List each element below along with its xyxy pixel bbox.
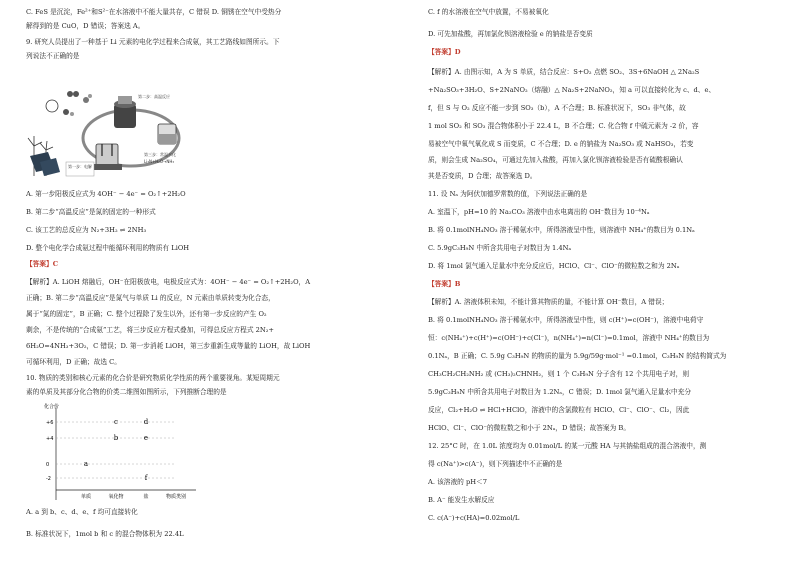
y-tick-label: +4 bbox=[46, 436, 54, 442]
valence-class-chart bbox=[26, 400, 226, 505]
y-tick-label: +6 bbox=[46, 420, 54, 426]
analysis-line: CH₃CH₂CH₂NH₂ 或 (CH₃)₂CHNH₂，则 1 个 C₃H₉N 分子含有 12 个共用电子对，则 bbox=[428, 370, 690, 378]
option: A. a 到 b、c、d、e、f 均可直接转化 bbox=[26, 508, 138, 516]
chart-point-f: f bbox=[144, 474, 148, 482]
step-label: 第二步：高温反应 bbox=[138, 94, 170, 99]
reactor-icon bbox=[114, 96, 136, 128]
x-tick-label: 盐 bbox=[143, 494, 149, 500]
analysis-line: B. 将 0.1molNH₄NO₃ 溶于稀氨水中，所得溶液呈中性，则 c(H⁺)=c(OH⁻)，溶液中电荷守 bbox=[428, 316, 704, 324]
answer-label: 【答案】D bbox=[428, 48, 461, 56]
chart-point-b: b bbox=[113, 434, 119, 442]
chart-point-d: d bbox=[143, 418, 149, 426]
y-tick-label: 0 bbox=[46, 462, 50, 468]
solar-panel-icon bbox=[30, 152, 60, 176]
analysis-line: HClO、Cl⁻、ClO⁻的微粒数之和小于 2Nₐ，D 错误；故答案为 B。 bbox=[428, 424, 631, 432]
question-12-stem: 得 c(Na⁺)>c(A⁻)，则下列描述中不正确的是 bbox=[428, 460, 563, 468]
chart-point-a: a bbox=[83, 460, 89, 468]
question-12-stem: 12. 25°C 时，在 1.0L 浓度均为 0.01mol/L 的某一元酸 HA 与其钠盐组成的混合溶液中，测 bbox=[428, 442, 707, 450]
analysis-line: 恒：c(NH₄⁺)+c(H⁺)=c(OH⁻)+c(Cl⁻)，n(NH₄⁺)=n(Cl⁻)=0.1mol，溶液中 NH₄⁺的数目为 bbox=[428, 334, 710, 342]
analysis-line: 5.9gC₃H₉N 中所含共用电子对数目为 1.2Nₐ，C 错误；D. 1mol 氯气通入足量水中充分 bbox=[428, 388, 692, 396]
sun-icon bbox=[46, 100, 58, 112]
x-tick-label: 单质 bbox=[80, 494, 92, 500]
option: A. 室温下，pH=10 的 Na₂CO₃ 溶液中由水电离出的 OH⁻数目为 10⁻⁴Nₐ bbox=[428, 208, 650, 216]
y-tick-label: -2 bbox=[46, 476, 51, 482]
analysis-line: 剩余，不是传统的“合成氨”工艺，将三步反应方程式叠加，可得总反应方程式 2N₂+ bbox=[26, 326, 275, 334]
analysis-line: +Na₂SO₃+3H₂O、S+2NaNO₂（熔融）△ Na₂S+2NaNO₂，知 a 可以直接转化为 c、d、e、 bbox=[428, 86, 716, 94]
question-9-stem: 9. 研究人员提出了一种基于 Li 元素的电化学过程来合成氨，其工艺路线如图所示。下 bbox=[26, 38, 280, 46]
chart-point-c: c bbox=[114, 418, 118, 426]
option: B. A⁻ 能发生水解反应 bbox=[428, 496, 495, 504]
x-tick-label: 氧化物 bbox=[108, 494, 124, 500]
option: A. 第一步阳极反应式为 4OH⁻ − 4e⁻ = O₂↑+2H₂O bbox=[26, 190, 186, 198]
option: C. 5.9gC₃H₉N 中所含共用电子对数目为 1.4Nₐ bbox=[428, 244, 572, 252]
process-diagram bbox=[26, 86, 191, 178]
option: C. f 的水溶液在空气中放置，不易被氧化 bbox=[428, 8, 549, 16]
step-label: 第三步：常温水化 bbox=[144, 152, 176, 157]
analysis-line: 可循环利用，D 正确；故选 C。 bbox=[26, 358, 121, 366]
option: C. 该工艺的总反应为 N₂+3H₂ ⇌ 2NH₃ bbox=[26, 226, 147, 234]
chart-point-e: e bbox=[143, 434, 149, 442]
option: D. 整个电化学合成氨过程中能循环利用的物质有 LiOH bbox=[26, 244, 190, 252]
text-line: 解得到的是 CuO，D 错误；答案选 A。 bbox=[26, 22, 145, 30]
molecule-icon bbox=[63, 91, 92, 116]
option: B. 标准状况下，1mol b 和 c 的混合物体积为 22.4L bbox=[26, 530, 184, 538]
analysis-line: 易被空气中氧气氧化成 S 而变质，C 不合理；D. e 的钠盐为 Na₂SO₃ 或 NaHSO₃，若变 bbox=[428, 140, 694, 148]
analysis-line: 6H₂O=4NH₃+3O₂，C 错误；D. 第一步消耗 LiOH，第三步重新生成等量的 LiOH，故 LiOH bbox=[26, 342, 311, 350]
electrolysis-cell-icon bbox=[92, 144, 122, 170]
option: B. 将 0.1molNH₄NO₃ 溶于稀氨水中，所得溶液呈中性，则溶液中 NH₄⁺的数目为 0.1Nₐ bbox=[428, 226, 695, 234]
beaker-icon bbox=[158, 124, 176, 144]
analysis-line: 反应，Cl₂+H₂O ⇌ HCl+HClO，溶液中的含氯微粒有 HClO、Cl⁻、ClO⁻、Cl₂，因此 bbox=[428, 406, 690, 414]
analysis-line: 属于“氮的固定”，B 正确；C. 整个过程除了发生以外，还有第一步反应的产生 O₂ bbox=[26, 310, 267, 318]
question-11-stem: 11. 设 Nₐ 为阿伏加德罗常数的值，下列说法正确的是 bbox=[428, 190, 588, 198]
analysis-line: 【解析】A. 溶液体积未知，不能计算其物质的量，不能计算 OH⁻数目，A 错误； bbox=[428, 298, 669, 306]
x-tick-label: 物质类别 bbox=[165, 494, 187, 500]
answer-label: 【答案】B bbox=[428, 280, 461, 288]
analysis-line: 【解析】A. LiOH 熔融后，OH⁻在阳极放电，电极反应式为：4OH⁻ − 4e⁻ = O₂↑+2H₂O，A bbox=[26, 278, 311, 286]
step-label: Li₃N+H₂O→NH₃ bbox=[144, 159, 175, 164]
option: B. 第二步“高温反应”是氮的固定的一种形式 bbox=[26, 208, 156, 216]
analysis-line: f，但 S 与 O₂ 反应不能一步到 SO₃（b），A 不合理；B. 标准状况下，SO₃ 非气体，故 bbox=[428, 104, 686, 112]
question-10-stem: 10. 物质的类别和核心元素的化合价是研究物质化学性质的两个重要视角。某短周期元 bbox=[26, 374, 280, 382]
answer-label: 【答案】C bbox=[26, 260, 59, 268]
analysis-line: 0.1Nₐ，B 正确；C. 5.9g C₃H₉N 的物质的量为 5.9g/59g·mol⁻¹ =0.1mol，C₃H₉N 的结构简式为 bbox=[428, 352, 727, 360]
step-label: 第一步：电解 bbox=[68, 164, 92, 169]
analysis-line: 其是否变质，D 合理；故答案选 D。 bbox=[428, 172, 537, 180]
option: D. 可先加盐酸，再加氯化钡溶液检验 e 的钠盐是否变质 bbox=[428, 30, 593, 38]
option: C. c(A⁻)+c(HA)=0.02mol/L bbox=[428, 514, 520, 522]
option: A. 该溶液的 pH＜7 bbox=[428, 478, 488, 486]
text-line: C. FeS 是沉淀，Fe²⁺和S²⁻在水溶液中不能大量共存，C 错误 D. 铜锈在空气中受热分 bbox=[26, 8, 282, 16]
analysis-line: 1 mol SO₂ 和 SO₃ 混合物体积小于 22.4 L，B 不合理；C. 化合物 f 中硫元素为 -2 价，容 bbox=[428, 122, 699, 130]
question-9-stem: 列说法不正确的是 bbox=[26, 52, 80, 60]
option: D. 将 1mol 氯气通入足量水中充分反应后，HClO、Cl⁻、ClO⁻的微粒数之和为 2Nₐ bbox=[428, 262, 680, 270]
analysis-line: 【解析】A. 由图示知，A 为 S 单质，结合反应：S+O₂ 点燃 SO₂、3S+6NaOH △ 2Na₂S bbox=[428, 68, 700, 76]
y-axis-label: 化合价 bbox=[44, 404, 60, 410]
analysis-line: 质，则会生成 Na₂SO₄，可通过先加入盐酸，再加入氯化钡溶液检验是否有硫酸根确认 bbox=[428, 156, 683, 164]
question-10-stem: 素的单质及其部分化合物的价类二维图如图所示，下列推断合理的是 bbox=[26, 388, 227, 396]
analysis-line: 正确；B. 第二步“高温反应”是氮气与单质 Li 的反应，N 元素由单质转变为化合态， bbox=[26, 294, 275, 302]
